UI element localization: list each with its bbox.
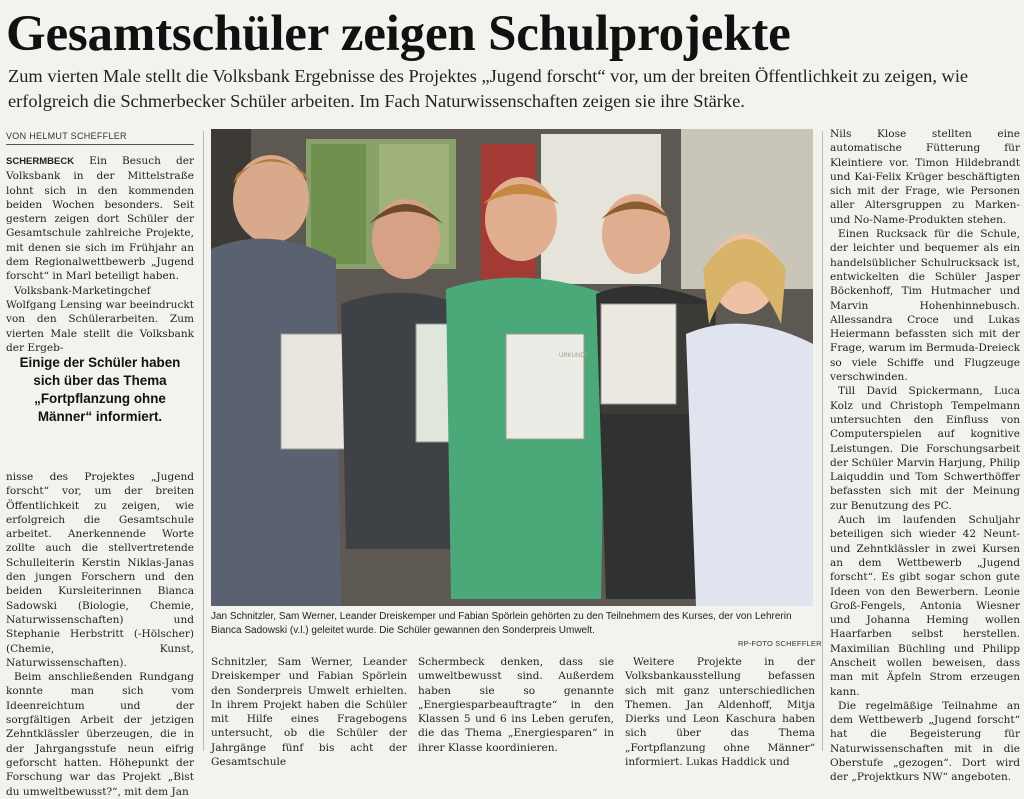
intro-text: Ein Besuch der Volksbank in der Mittelstraße lohnt sich in den kommenden beiden Wochen besonders. Seit gestern zeigen dort Schüler der Gesamtschule zahlreiche Projekte, mit denen sie sich im Frühjahr an dem Regionalwettbewerb „Jugend forscht“ in Marl beteiligt haben. xyxy=(6,155,194,283)
article-photo xyxy=(211,129,813,606)
paragraph: Schnitzler, Sam Werner, Leander Dreiskemper und Fabian Spörlein den Sonderpreis Umwelt erhielten. In ihrem Projekt haben die Schüler mit Hilfe eines Fragebogens untersucht, ob die Schüler der Jahrgänge fünf bis acht der Gesamtschule xyxy=(211,656,407,769)
photo-credit: RP-FOTO SCHEFFLER xyxy=(738,639,822,648)
bottom-column-3 xyxy=(625,655,815,769)
subheadline: Zum vierten Male stellt die Volksbank Ergebnisse des Projektes „Jugend forscht“ vor, um der breiten Öffentlichkeit zu zeigen, wie erfolgreich die Schmerbecker Schüler arbeiten. Im Fach Naturwissenschaften zeigen sie ihre Stärke. xyxy=(8,66,969,111)
paragraph: Till David Spickermann, Luca Kolz und Christoph Tempelmann untersuchten den Einfluss von Computerspielen auf kognitive Leistungen. Die Forschungsarbeit der Schüler Marvin Harjung, Philip Laiquddin und Tom Schwerthöffer befassten sich mit der Meinung zur Benutzung des PC. xyxy=(830,385,1020,512)
pull-quote: Einige der Schüler haben sich über das Thema „Fortpflanzung ohne Männer“ informiert. xyxy=(19,355,181,424)
bottom-column-2 xyxy=(418,655,614,755)
paragraph: Nils Klose stellten eine automatische Fütterung für Kleintiere vor. Timon Hildebrandt und Kai-Felix Krüger beschäftigten sich mit der Frage, wie Personen aller Altersgruppen zu Marken- und No-Name-Produkten stehen. xyxy=(830,128,1020,226)
headline: Gesamtschüler zeigen Schulprojekte xyxy=(6,6,791,62)
certificate-label: URKUNDE xyxy=(559,353,589,359)
column-divider xyxy=(203,131,204,751)
paragraph: Schermbeck denken, dass sie umweltbewusst sind. Außerdem haben sie so genannte „Energiesparbeauftragte“ in den Klassen 5 und 6 ins Leben gerufen, die das Thema „Energiesparen“ in ihrer Klasse koordinieren. xyxy=(418,656,614,754)
paragraph: Die regelmäßige Teilnahme an dem Wettbewerb „Jugend forscht“ hat die Begeisterung für Naturwissenschaften mit in die Oberstufe „gezogen“. Dort wird der „Projektkurs NW“ angeboten. xyxy=(830,699,1020,784)
paragraph: Einen Rucksack für die Schule, der leichter und bequemer als ein handelsüblicher Schulrucksack ist, entwickelten die Schüler Jasper Böckenhoff, Tim Hutmacher und Marvin Hohenhinnebusch. Allessandra Croce und Lukas Heiermann befassten sich mit der Frage, warum im Bermuda-Dreieck so viele Schiffe und Flugzeuge verschwinden. xyxy=(830,228,1020,384)
paragraph: Weitere Projekte in der Volksbankausstellung befassen sich mit ganz unterschiedlichen Themen. Jan Aldenhoff, Mitja Dierks und Leon Kaschura haben sich über das Thema „Fortpflanzung ohne Männer“ informiert. Lukas Haddick und xyxy=(625,656,815,769)
left-column-bottom xyxy=(6,470,194,798)
photo-illustration xyxy=(211,129,813,606)
dateline: SCHERMBECK xyxy=(6,156,75,167)
author-byline: VON HELMUT SCHEFFLER xyxy=(6,131,194,145)
left-column-top xyxy=(6,154,194,354)
bottom-column-1 xyxy=(211,655,407,769)
paragraph: Auch im laufenden Schuljahr beteiligen sich wieder 42 Neunt- und Zehntklässler in zwei Kursen an dem Wettbewerb „Jugend forscht“. Es gibt sogar schon gute Ideen von den Bewerbern. Leonie Groß-Fengels, Antonia Wiesner und Johanna Heming wollen Haarfarben selbst herstellen. Maximilian Büchling und Philipp Anscheit wollen beweisen, dass man mit Äpfeln Strom erzeugen kann. xyxy=(830,514,1020,698)
paragraph: Volksbank-Marketingchef Wolfgang Lensing war beeindruckt von den Schülerarbeiten. Zum vierten Male stellt die Volksbank der Ergeb- xyxy=(6,284,194,354)
paragraph: nisse des Projektes „Jugend forscht“ vor, um der breiten Öffentlichkeit zu zeigen, wie erfolgreich die Gesamtschule arbeitet. Anerkennende Worte zollte auch die stellvertretende Schulleiterin Kerstin Niklas-Janas den jungen Forschern und den beiden Kursleiterinnen Bianca Sadowski (Biologie, Chemie, Naturwissenschaften) und Stephanie Herbstritt (-Hölscher) (Chemie, Kunst, Naturwissenschaften). xyxy=(6,471,194,669)
paragraph: Beim anschließenden Rundgang konnte man sich vom Ideenreichtum und der sorgfältigen Arbeit der jetzigen Zehntklässler überzeugen, die in der Jahrgangsstufe neun eifrig geforscht hatten. Höhepunkt der Forschung war das Projekt „Bist du umweltbewusst?“, mit dem Jan xyxy=(6,671,194,798)
photo-caption: Jan Schnitzler, Sam Werner, Leander Dreiskemper und Fabian Spörlein gehörten zu den Teilnehmern des Kurses, der von Lehrerin Bianca Sadowski (v.l.) geleitet wurde. Die Schüler gewannen den Sonderpreis Umwelt. xyxy=(211,611,792,636)
column-divider xyxy=(822,131,823,751)
right-column xyxy=(830,127,1020,784)
